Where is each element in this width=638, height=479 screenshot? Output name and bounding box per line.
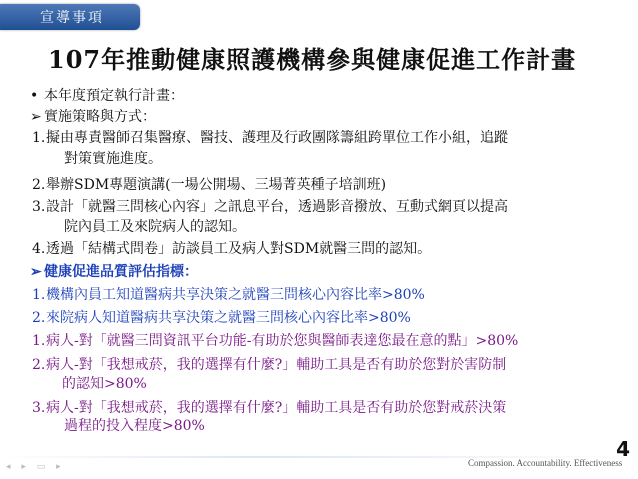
item-number: 1. xyxy=(32,130,46,146)
page-number: 4 xyxy=(616,437,630,461)
indicator-item xyxy=(32,287,425,304)
item-text: 院內員工及來院病人的認知。 xyxy=(64,219,246,235)
item-text: 舉辦SDM專題演講(一場公開場、三場菁英種子培訓班) xyxy=(46,177,387,193)
section-heading-indicators xyxy=(30,264,198,281)
bullet-text: 本年度預定執行計畫： xyxy=(44,88,184,104)
item-text: 設計「就醫三問核心內容」之訊息平台，透過影音撥放、互動式網頁以提高 xyxy=(46,199,508,215)
indicator-item xyxy=(32,400,506,417)
item-text: 擬由專責醫師召集醫療、醫技、護理及行政團隊籌組跨單位工作小組，追蹤 xyxy=(46,130,508,146)
bullet-intro xyxy=(30,88,184,105)
item-text: 病人-對「我想戒菸，我的選擇有什麼?」輔助工具是否有助於您對戒菸決策 xyxy=(46,400,507,416)
list-item xyxy=(32,177,386,194)
item-number: 3. xyxy=(32,400,46,416)
indicator-item-continuation xyxy=(64,418,205,435)
section-tab-label: 宣導事項 xyxy=(40,10,104,26)
item-text: 透過「結構式問卷」訪談員工及病人對SDM就醫三問的認知。 xyxy=(46,241,432,257)
item-number: 1. xyxy=(32,287,46,303)
section-heading-strategy xyxy=(30,109,156,126)
item-text: 機構內員工知道醫病共享決策之就醫三問核心內容比率>80% xyxy=(46,287,425,303)
item-text: 病人-對「就醫三問資訊平台功能-有助於您與醫師表達您最在意的點」>80% xyxy=(46,333,519,349)
item-number: 2. xyxy=(32,357,46,373)
list-item xyxy=(32,130,508,147)
item-number: 1. xyxy=(32,333,46,349)
heading-text: 健康促進品質評估指標： xyxy=(44,264,198,280)
footer-slogan: Compassion. Accountability. Effectiveness xyxy=(468,458,623,468)
item-number: 3. xyxy=(32,199,46,215)
item-number: 2. xyxy=(32,177,46,193)
item-text: 的認知>80% xyxy=(62,376,147,392)
bullet-dot: • xyxy=(30,88,39,104)
arrow-bullet-icon: ➢ xyxy=(30,109,42,125)
indicator-item xyxy=(32,357,506,374)
item-number: 4. xyxy=(32,241,46,257)
arrow-bullet-icon: ➢ xyxy=(30,264,42,280)
list-item xyxy=(32,199,508,216)
list-item xyxy=(32,241,431,258)
indicator-item-continuation xyxy=(62,376,147,393)
item-number: 2. xyxy=(32,310,46,326)
indicator-item xyxy=(32,333,518,350)
item-text: 對策實施進度。 xyxy=(64,151,162,167)
indicator-item xyxy=(32,310,411,327)
slide-nav-icons[interactable]: ◂ ▸ ▭ ▸ xyxy=(6,462,65,472)
item-text: 病人-對「我想戒菸，我的選擇有什麼?」輔助工具是否有助於您對於害防制 xyxy=(46,357,507,373)
item-text: 過程的投入程度>80% xyxy=(64,418,205,434)
section-tab xyxy=(0,4,140,30)
list-item-continuation xyxy=(64,151,162,168)
heading-text: 實施策略與方式： xyxy=(44,109,156,125)
slide-title: 107年推動健康照護機構參與健康促進工作計畫 xyxy=(48,45,577,74)
list-item-continuation xyxy=(64,219,246,236)
item-text: 來院病人知道醫病共享決策之就醫三問核心內容比率>80% xyxy=(46,310,411,326)
